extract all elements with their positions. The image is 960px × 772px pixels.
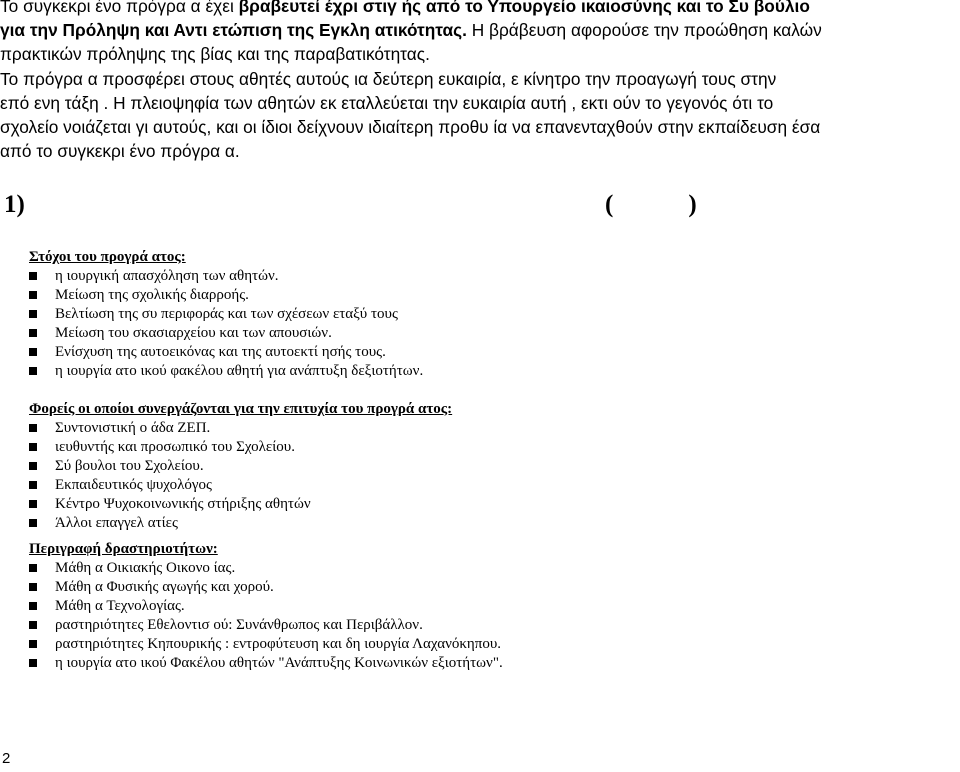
square-bullet-icon [29,640,37,648]
list-item [29,457,929,476]
square-bullet-icon [29,291,37,299]
list-item-text: Ενίσχυση της αυτοεικόνας και της αυτοεκτί ησής τους. [55,344,386,360]
list-item-text: Μάθη α Οικιακής Οικονο ίας. [55,560,236,576]
list-item [29,559,929,578]
intro-line6: σχολείο νοιάζεται γι αυτούς, και οι ίδιοι δείχνουν ιδιαίτερη προθυ ία να επανενταχθούν στην εκπαίδευση έσα [0,117,821,138]
list-item-text: ραστηριότητες Εθελοντισ ού: Συνάνθρωπος και Περιβάλλον. [55,617,423,633]
list-item [29,578,929,597]
square-bullet-icon [29,329,37,337]
intro-line2-bold: για την Πρόληψη και Αντι ετώπιση της Εγκλη ατικότητας. [0,20,467,41]
list-item-text: Μάθη α Φυσικής αγωγής και χορού. [55,579,274,595]
list-item-text: Μείωση του σκασιαρχείου και των απουσιών. [55,325,332,341]
intro-line1-bold: βραβευτεί έχρι στιγ ής από το Υπουργείο ικαιοσύνης και το Συ βούλιο [238,0,810,16]
list-item [29,476,929,495]
activities-list [29,559,929,673]
list-item-text: η ιουργία ατο ικού Φακέλου αθητών "Ανάπτυξης Κοινωνικών εξιοτήτων". [55,655,503,671]
list-item-text: Συντονιστική ο άδα ΖΕΠ. [55,420,211,436]
square-bullet-icon [29,367,37,375]
activities-section [29,540,929,673]
goals-list [29,267,929,381]
list-item [29,654,929,673]
list-item [29,514,929,533]
list-item [29,305,929,324]
square-bullet-icon [29,462,37,470]
list-item-text: Σύ βουλοι του Σχολείου. [55,458,204,474]
list-item [29,267,929,286]
list-item [29,635,929,654]
list-item [29,286,929,305]
list-item-text: Άλλοι επαγγελ ατίες [55,515,178,531]
square-bullet-icon [29,583,37,591]
square-bullet-icon [29,602,37,610]
intro-line4: Το πρόγρα α προσφέρει στους αθητές αυτούς ια δεύτερη ευκαιρία, ε κίνητρο την προαγωγή τους στην [0,68,777,89]
section-heading [0,191,960,225]
partners-title: Φορείς οι οποίοι συνεργάζονται για την επιτυχία του προγρά ατος: [29,401,453,417]
square-bullet-icon [29,500,37,508]
square-bullet-icon [29,348,37,356]
square-bullet-icon [29,443,37,451]
list-item [29,343,929,362]
goals-section [29,248,929,381]
list-item [29,438,929,457]
section-parenthesis: ( ) [605,191,697,218]
list-item-text: Εκπαιδευτικός ψυχολόγος [55,477,212,493]
intro-line5: επό ενη τάξη . Η πλειοψηφία των αθητών εκ εταλλεύεται την ευκαιρία αυτή , εκτι ούν το γεγονός ότι το [0,92,774,113]
list-item-text: ιευθυντής και προσωπικό του Σχολείου. [55,439,295,455]
partners-list [29,419,929,533]
square-bullet-icon [29,659,37,667]
square-bullet-icon [29,481,37,489]
activities-title: Περιγραφή δραστηριοτήτων: [29,541,218,557]
square-bullet-icon [29,272,37,280]
intro-line3: πρακτικών πρόληψης της βίας και της παραβατικότητας. [0,44,430,65]
intro-line7: από το συγκεκρι ένο πρόγρα α. [0,141,240,162]
list-item [29,324,929,343]
list-item-text: Μάθη α Τεχνολογίας. [55,598,185,614]
intro-line1-plain: Το συγκεκρι ένο πρόγρα α έχει [0,0,239,16]
list-item [29,616,929,635]
goals-title: Στόχοι του προγρά ατος: [29,249,186,265]
list-item-text: Κέντρο Ψυχοκοινωνικής στήριξης αθητών [55,496,311,512]
square-bullet-icon [29,564,37,572]
list-item-text: ραστηριότητες Κηπουρικής : εντροφύτευση και δη ιουργία Λαχανόκηπου. [55,636,502,652]
square-bullet-icon [29,424,37,432]
list-item [29,495,929,514]
list-item [29,362,929,381]
list-item [29,597,929,616]
intro-line2-plain: Η βράβευση αφορούσε την προώθηση καλών [466,20,822,41]
square-bullet-icon [29,621,37,629]
page-number: 2 [2,750,11,767]
square-bullet-icon [29,310,37,318]
list-item-text: Μείωση της σχολικής διαρροής. [55,287,249,303]
list-item [29,419,929,438]
partners-section [29,400,929,533]
list-item-text: η ιουργική απασχόληση των αθητών. [55,268,279,284]
intro-paragraph [0,0,955,163]
list-item-text: η ιουργία ατο ικού φακέλου αθητή για ανάπτυξη δεξιοτήτων. [55,363,424,379]
square-bullet-icon [29,519,37,527]
section-number: 1) [4,191,25,218]
list-item-text: Βελτίωση της συ περιφοράς και των σχέσεων εταξύ τους [55,306,398,322]
